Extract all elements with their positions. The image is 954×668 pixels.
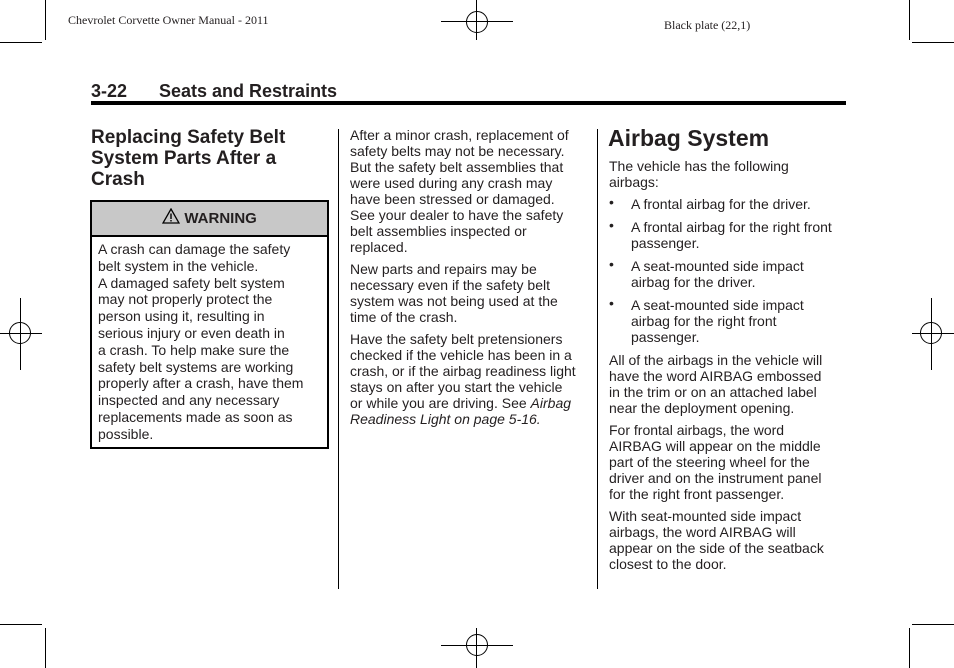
text-line: have been stressed or damaged. (350, 191, 555, 207)
registration-line (912, 333, 954, 334)
warning-triangle-icon (162, 208, 180, 224)
paragraph (350, 127, 590, 255)
text-line: System Parts After a (91, 148, 277, 169)
text-line: crash, or if the airbag readiness light (350, 363, 576, 379)
text-line: The vehicle has the following (609, 158, 789, 174)
section-title: Seats and Restraints (159, 81, 338, 101)
crop-mark (909, 628, 910, 668)
crop-mark (912, 42, 954, 43)
text-line: replaced. (350, 239, 408, 255)
text-line: airbag for the right front (631, 313, 777, 329)
text-line: With seat-mounted side impact (609, 508, 802, 524)
bullet-item (609, 297, 849, 345)
text-line: for the right front passenger. (609, 486, 785, 502)
text-line: time of the crash. (350, 309, 458, 325)
text-line: passenger. (631, 235, 700, 251)
text-line: AIRBAG will appear on the middle (609, 438, 821, 454)
text-line: For frontal airbags, the word (609, 422, 785, 438)
text-line: All of the airbags in the vehicle will (609, 352, 823, 368)
crop-mark (45, 0, 46, 40)
text-line: closest to the door. (609, 556, 727, 572)
plate-label: Black plate (22,1) (664, 18, 751, 32)
paragraph (609, 508, 849, 572)
warning-box (90, 200, 329, 449)
bullet-item (609, 258, 849, 290)
bullet-icon: • (609, 256, 614, 272)
bullet-icon: • (609, 217, 614, 233)
crop-mark (0, 42, 42, 43)
header-rule (91, 101, 846, 105)
text-line: properly after a crash, have them (98, 375, 304, 392)
bullet-item (609, 219, 849, 251)
text-line: belt system in the vehicle. (98, 257, 259, 274)
registration-line (20, 298, 21, 370)
column-divider (597, 129, 598, 589)
column-2-text (350, 127, 590, 433)
text-line: A damaged safety belt system (98, 274, 285, 291)
text-line: person using it, resulting in (98, 308, 265, 325)
text-line: Replacing Safety Belt (91, 127, 286, 148)
text-line: a crash. To help make sure the (98, 341, 290, 358)
text-line: belt assemblies inspected or (350, 223, 527, 239)
crop-mark (0, 624, 42, 625)
text-line: have the word AIRBAG embossed (609, 368, 822, 384)
text-line: A frontal airbag for the driver. (631, 196, 811, 212)
text-span: or while you are driving. See (350, 395, 531, 411)
text-line: safety belt systems are working (98, 358, 294, 375)
warning-header (92, 202, 327, 237)
text-line: airbags: (609, 174, 659, 190)
text-line: replacements made as soon as (98, 408, 293, 425)
text-line: stays on after you start the vehicle (350, 379, 563, 395)
cross-reference-link[interactable]: Airbag (530, 395, 572, 411)
bullet-icon: • (609, 194, 614, 210)
registration-line (441, 21, 513, 22)
text-line: driver and on the instrument panel (609, 470, 822, 486)
text-line: A seat-mounted side impact (631, 258, 804, 274)
text-line: appear on the side of the seatback (609, 540, 824, 556)
crop-mark (909, 0, 910, 40)
text-line: But the safety belt assemblies that (350, 159, 564, 175)
page-number: 3-22 (91, 81, 128, 101)
text-line: serious injury or even death in (98, 324, 285, 341)
paragraph (609, 422, 849, 502)
bullet-item (609, 196, 849, 212)
column-3-text (609, 158, 849, 578)
text-line: part of the steering wheel for the (609, 454, 810, 470)
warning-text (92, 237, 327, 447)
text-line: airbags, the word AIRBAG will (609, 524, 796, 540)
text-line: may not properly protect the (98, 291, 273, 308)
text-line: Crash (91, 169, 145, 190)
text-line: A frontal airbag for the right front (631, 219, 832, 235)
text-line: in the trim or on an attached label (609, 384, 817, 400)
text-line: See your dealer to have the safety (350, 207, 564, 223)
text-line: inspected and any necessary (98, 392, 280, 409)
bullet-icon: • (609, 295, 614, 311)
paragraph (350, 261, 590, 325)
text-line: possible. (98, 425, 154, 442)
text-line: near the deployment opening. (609, 400, 795, 416)
text-line: Have the safety belt pretensioners (350, 331, 563, 347)
registration-line (476, 628, 477, 668)
subsection-title (91, 127, 285, 190)
text-line: necessary even if the safety belt (350, 277, 550, 293)
registration-line (441, 645, 513, 646)
text-line: system was not being used at the (350, 293, 558, 309)
text-line: New parts and repairs may be (350, 261, 537, 277)
warning-label: WARNING (184, 210, 257, 227)
text-line: airbag for the driver. (631, 274, 756, 290)
crop-mark (45, 628, 46, 668)
text-line: passenger. (631, 329, 700, 345)
text-line (350, 395, 590, 411)
cross-reference-link[interactable]: Readiness Light on page 5-16. (350, 411, 541, 427)
text-line: checked if the vehicle has been in a (350, 347, 572, 363)
text-line: were used during any crash may (350, 175, 553, 191)
text-line: A seat-mounted side impact (631, 297, 804, 313)
airbag-system-title: Airbag System (608, 125, 770, 151)
registration-mark (466, 11, 488, 33)
text-line: safety belts may not be necessary. (350, 143, 565, 159)
registration-line (0, 333, 42, 334)
paragraph (609, 352, 849, 416)
crop-mark (912, 624, 954, 625)
text-line: A crash can damage the safety (98, 241, 291, 257)
text-line: After a minor crash, replacement of (350, 127, 569, 143)
registration-line (931, 298, 932, 370)
intro-paragraph (609, 158, 849, 190)
column-divider (338, 129, 339, 589)
running-header-title: Chevrolet Corvette Owner Manual - 2011 (68, 13, 269, 27)
paragraph (350, 331, 590, 427)
registration-line (476, 0, 477, 40)
